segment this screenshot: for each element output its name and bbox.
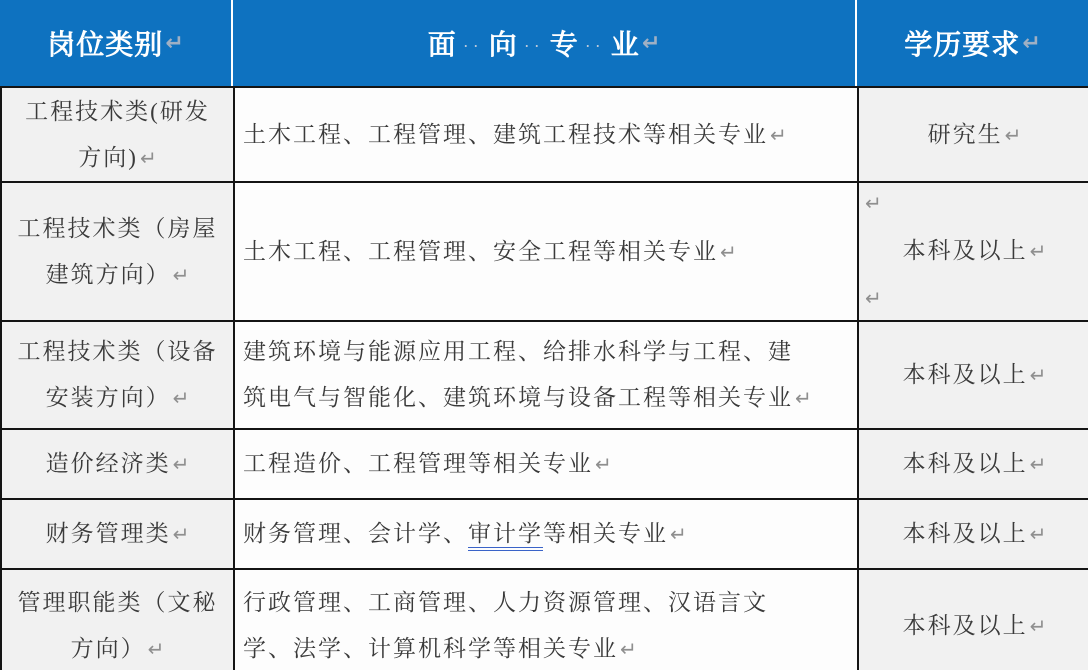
return-mark-icon: ↵	[1029, 363, 1047, 387]
audit-major-link[interactable]: 审计学	[468, 521, 543, 551]
return-mark-icon: ↵	[641, 30, 661, 56]
cell-education	[859, 500, 1088, 568]
text-line: 财务管理类 ↵	[45, 521, 190, 546]
return-mark-icon: ↵	[1004, 122, 1022, 147]
text-line: 行政管理、工商管理、人力资源管理、汉语言文	[243, 590, 768, 615]
cell-education	[859, 183, 1088, 320]
text-line: 学、法学、计算机科学等相关专业 ↵	[243, 636, 637, 661]
cell-majors	[235, 88, 859, 181]
cell-category	[2, 570, 235, 670]
return-mark-icon: ↵	[172, 262, 190, 287]
return-mark-icon: ↵	[172, 522, 190, 546]
return-mark-icon: ↵	[720, 239, 737, 264]
return-mark-icon: ↵	[620, 637, 637, 661]
header-label: 岗位类别	[47, 29, 164, 60]
table-row	[0, 500, 1088, 570]
text-line: 工程技术类(研发	[25, 98, 210, 124]
cell-category	[2, 322, 235, 428]
cell-education	[859, 322, 1088, 428]
return-mark-icon: ↵	[165, 30, 184, 56]
cell-majors	[235, 322, 859, 428]
text-line: 方向) ↵	[78, 144, 157, 170]
text-line: 建筑环境与能源应用工程、给排水科学与工程、建	[243, 339, 793, 364]
cell-category	[2, 430, 235, 498]
return-mark-icon: ↵	[172, 386, 190, 410]
space-mark-icon: ··	[523, 34, 544, 55]
text-line: 工程技术类（设备	[17, 339, 218, 364]
return-mark-icon: ↵	[795, 386, 812, 410]
table-row	[0, 430, 1088, 500]
cell-category	[2, 500, 235, 568]
header-cell-position-category	[0, 0, 233, 86]
table-row	[0, 570, 1088, 670]
cell-category	[2, 88, 235, 181]
text-line: 本科及以上 ↵	[902, 613, 1047, 638]
text-line: 土木工程、工程管理、安全工程等相关专业 ↵	[243, 238, 737, 264]
table-header-row	[0, 0, 1088, 88]
return-mark-icon: ↵	[865, 286, 882, 310]
return-mark-icon: ↵	[1029, 522, 1047, 546]
text-line: 筑电气与智能化、建筑环境与设备工程等相关专业 ↵	[243, 385, 812, 410]
text-line: 建筑方向） ↵	[45, 261, 190, 287]
return-mark-icon: ↵	[1022, 30, 1041, 56]
text-line: 工程造价、工程管理等相关专业 ↵	[243, 451, 612, 476]
text-line: 安装方向） ↵	[45, 385, 190, 410]
header-char: 业	[610, 29, 640, 60]
table-row	[0, 183, 1088, 322]
text-line: 本科及以上 ↵	[902, 237, 1047, 263]
return-mark-icon: ↵	[1029, 238, 1047, 263]
text-line: 造价经济类 ↵	[45, 451, 190, 476]
return-mark-icon: ↵	[865, 191, 882, 215]
text-line: 研究生 ↵	[927, 121, 1022, 147]
cell-category	[2, 183, 235, 320]
text-line: 本科及以上 ↵	[902, 362, 1047, 387]
cell-education	[859, 570, 1088, 670]
header-cell-target-majors	[233, 0, 857, 86]
space-mark-icon: ··	[462, 34, 483, 55]
return-mark-icon: ↵	[147, 637, 165, 661]
table-row	[0, 88, 1088, 183]
text-line: 本科及以上 ↵	[902, 521, 1047, 546]
return-mark-icon: ↵	[1029, 614, 1047, 638]
text-line: 土木工程、工程管理、建筑工程技术等相关专业 ↵	[243, 121, 787, 147]
cell-majors	[235, 570, 859, 670]
return-mark-icon: ↵	[595, 452, 612, 476]
text-line: 方向） ↵	[70, 636, 165, 661]
cell-majors	[235, 430, 859, 498]
cell-majors	[235, 183, 859, 320]
header-cell-education-requirement	[857, 0, 1088, 86]
return-mark-icon: ↵	[172, 452, 190, 476]
text-line: 财务管理、会计学、审计学等相关专业 ↵	[243, 511, 687, 557]
return-mark-icon: ↵	[670, 522, 687, 546]
cell-education	[859, 88, 1088, 181]
text-line: 管理职能类（文秘	[17, 590, 218, 615]
text-line: 本科及以上 ↵	[902, 451, 1047, 476]
return-mark-icon: ↵	[770, 122, 787, 147]
header-char: 向	[488, 29, 518, 60]
cell-majors	[235, 500, 859, 568]
return-mark-icon: ↵	[139, 145, 157, 170]
table-row	[0, 322, 1088, 430]
cell-education	[859, 430, 1088, 498]
return-mark-icon: ↵	[1029, 452, 1047, 476]
header-char: 专	[549, 29, 579, 60]
space-mark-icon: ··	[584, 34, 605, 55]
header-char: 面	[427, 29, 457, 60]
header-label: 学历要求	[904, 29, 1021, 60]
text-line: 工程技术类（房屋	[17, 215, 218, 241]
